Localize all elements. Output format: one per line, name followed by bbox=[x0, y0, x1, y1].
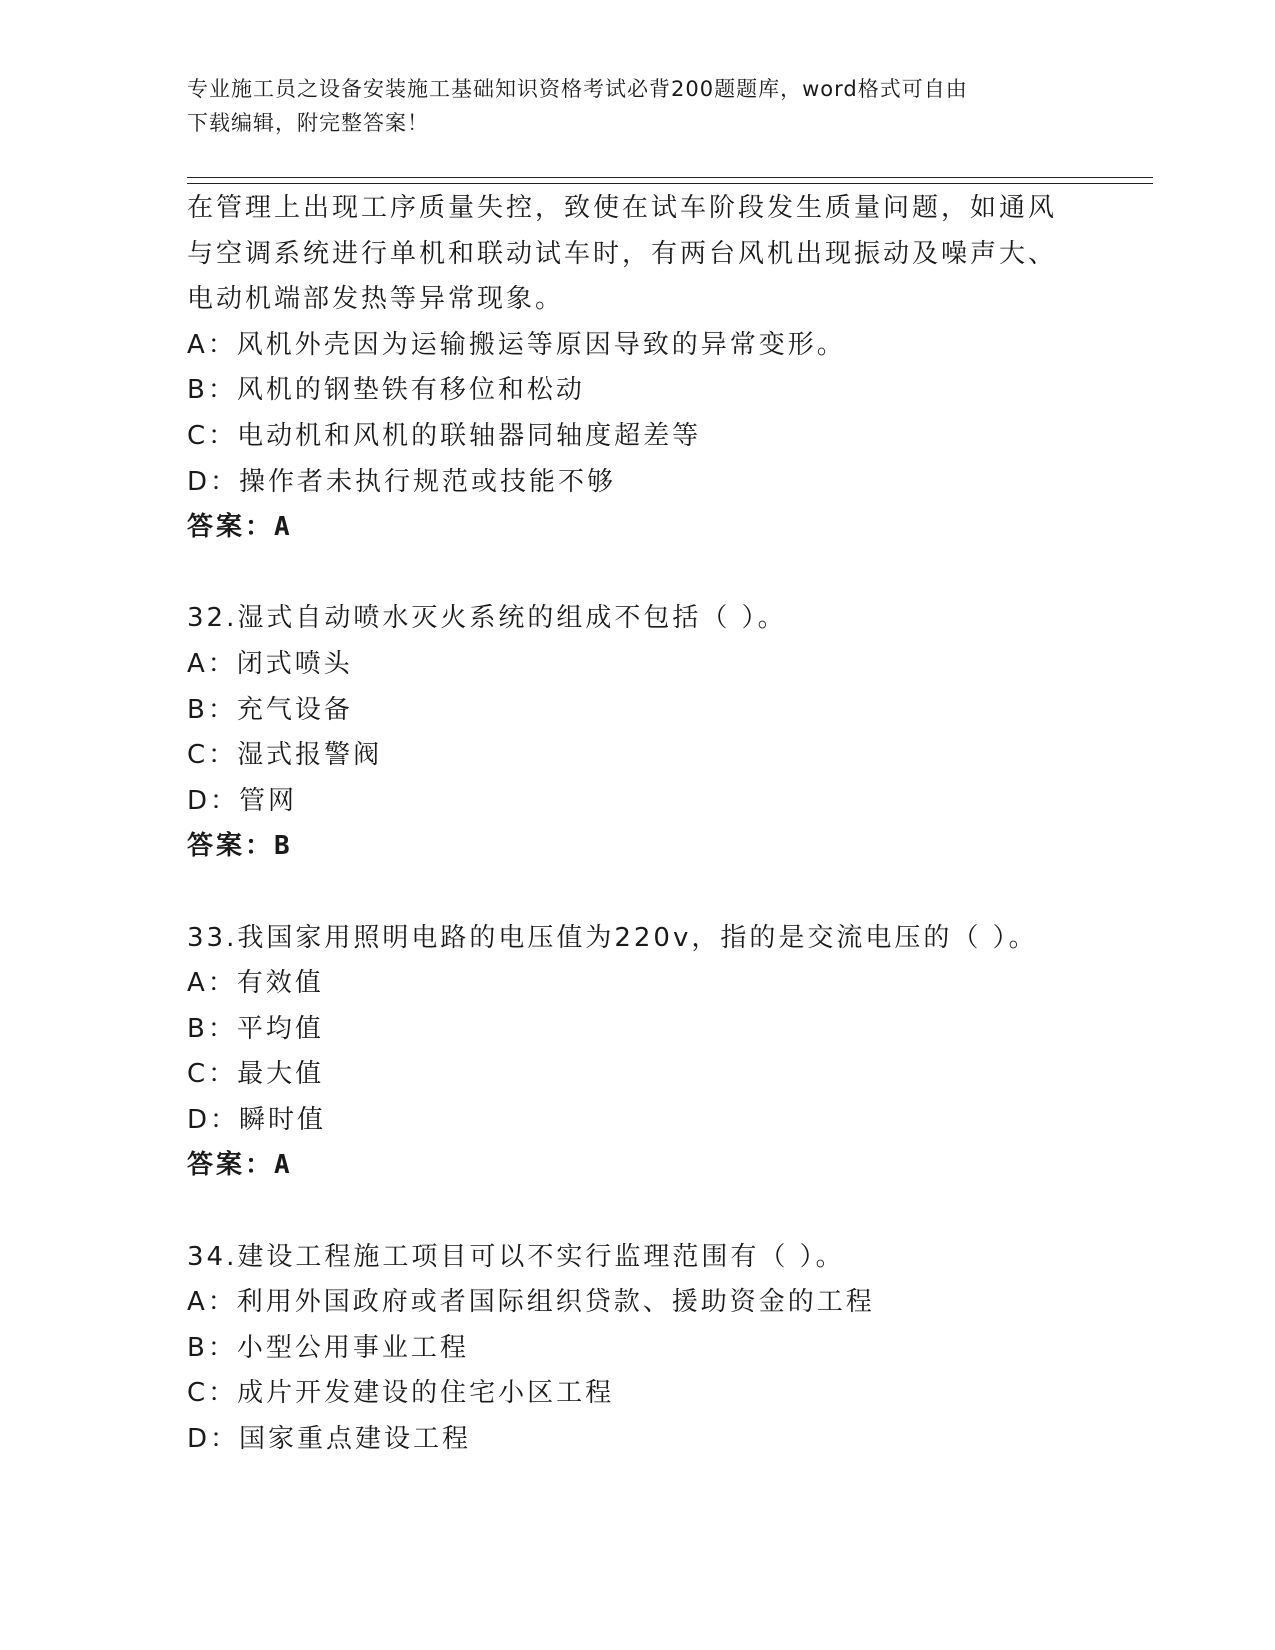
document-header bbox=[187, 72, 1067, 140]
question-text: 33.我国家用照明电路的电压值为220v，指的是交流电压的（ ）。 bbox=[187, 922, 1038, 953]
question-32 bbox=[187, 596, 1087, 870]
question-34 bbox=[187, 1235, 1087, 1463]
question-spacer bbox=[187, 551, 1087, 597]
question-text: 32.湿式自动喷水灭火系统的组成不包括（ ）。 bbox=[187, 603, 787, 634]
header-divider-bottom bbox=[187, 183, 1153, 184]
question-text-line: 与空调系统进行单机和联动试车时，有两台风机出现振动及噪声大、 bbox=[187, 238, 1058, 269]
header-divider-top bbox=[187, 177, 1153, 178]
answer-label: 答案：A bbox=[187, 1150, 293, 1181]
option-d: D：管网 bbox=[187, 785, 298, 816]
option-d: D：操作者未执行规范或技能不够 bbox=[187, 466, 617, 497]
option-b: B：小型公用事业工程 bbox=[187, 1332, 469, 1363]
question-text-line: 电动机端部发热等异常现象。 bbox=[187, 284, 565, 315]
option-b: B：风机的钢垫铁有移位和松动 bbox=[187, 375, 585, 406]
option-a: A：有效值 bbox=[187, 968, 324, 999]
question-content bbox=[187, 186, 1087, 1463]
option-a: A：闭式喷头 bbox=[187, 648, 353, 679]
option-c: C：湿式报警阀 bbox=[187, 740, 383, 771]
answer-label: 答案：B bbox=[187, 831, 293, 862]
option-a: A：利用外国政府或者国际组织贷款、援助资金的工程 bbox=[187, 1287, 875, 1318]
question-text-line: 在管理上出现工序质量失控，致使在试车阶段发生质量问题，如通风 bbox=[187, 193, 1058, 223]
answer-label: 答案：A bbox=[187, 512, 293, 543]
question-31-continuation bbox=[187, 186, 1087, 551]
question-spacer bbox=[187, 1189, 1087, 1235]
option-c: C：成片开发建设的住宅小区工程 bbox=[187, 1378, 615, 1409]
option-d: D：瞬时值 bbox=[187, 1104, 327, 1135]
header-line-1: 专业施工员之设备安装施工基础知识资格考试必背200题题库，word格式可自由 bbox=[187, 77, 968, 101]
question-text: 34.建设工程施工项目可以不实行监理范围有（ ）。 bbox=[187, 1241, 845, 1272]
option-c: C：电动机和风机的联轴器同轴度超差等 bbox=[187, 420, 702, 451]
question-spacer bbox=[187, 870, 1087, 916]
header-line-2: 下载编辑，附完整答案！ bbox=[187, 111, 429, 135]
option-c: C：最大值 bbox=[187, 1059, 325, 1090]
option-a: A：风机外壳因为运输搬运等原因导致的异常变形。 bbox=[187, 329, 846, 360]
option-d: D：国家重点建设工程 bbox=[187, 1424, 472, 1455]
question-33 bbox=[187, 916, 1087, 1190]
option-b: B：充气设备 bbox=[187, 694, 353, 725]
option-b: B：平均值 bbox=[187, 1013, 324, 1044]
